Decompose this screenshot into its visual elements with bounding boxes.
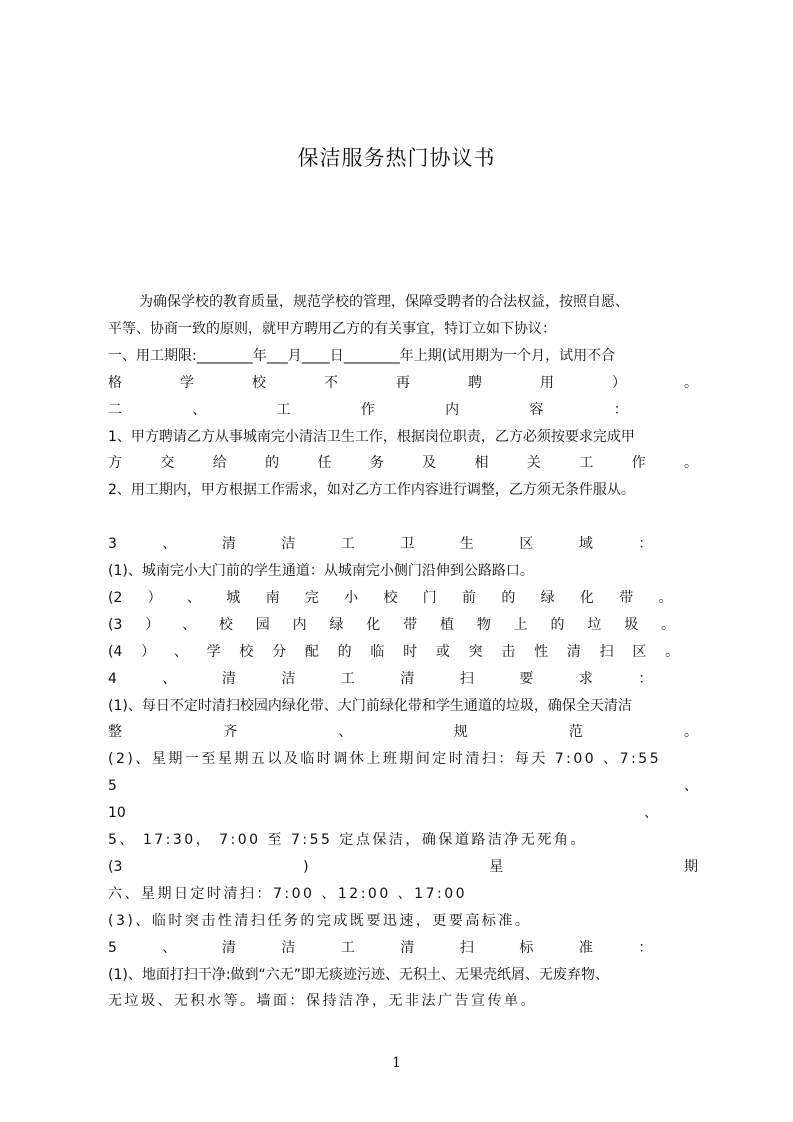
- line-token: ：: [638, 670, 653, 687]
- line-token: 门: [422, 589, 437, 606]
- line-token: 南: [265, 589, 280, 606]
- line-text: (1)、地面打扫干净:做到“六无”即无痰迹污迹、无积土、无果壳纸屑、无废弃物、: [108, 966, 610, 983]
- line-token: 作: [360, 401, 375, 418]
- text-line: [108, 317, 698, 341]
- line-text: 六、星期日定时清扫：7:00 、12:00 、17:00: [108, 885, 468, 902]
- line-token: 、: [192, 401, 207, 418]
- line-token: 方: [108, 455, 122, 472]
- line-token: 小: [344, 589, 359, 606]
- line-token: 4: [108, 670, 117, 687]
- line-token: ）: [145, 616, 160, 633]
- line-token: 扫: [459, 670, 474, 687]
- line-token: 清: [400, 939, 415, 956]
- page-number: 1: [392, 1055, 401, 1071]
- line-token: 圾: [624, 616, 639, 633]
- text-line: [108, 505, 698, 529]
- line-token: 要: [519, 670, 534, 687]
- text-line: [108, 478, 698, 502]
- line-token: (3: [108, 616, 123, 633]
- line-token: 聘: [468, 374, 482, 391]
- line-token: 。: [661, 616, 676, 633]
- line-token: ): [303, 858, 309, 875]
- text-line: [108, 532, 698, 556]
- line-token: 容: [529, 401, 544, 418]
- line-token: 带: [403, 616, 418, 633]
- line-token: 、: [186, 589, 201, 606]
- line-token: 相: [474, 455, 489, 472]
- line-text: (2)、星期一至星期五以及临时调休上班期间定时清扫：每天 7:00 、7:55: [108, 751, 662, 768]
- line-token: 、: [162, 670, 177, 687]
- line-token: 卫: [400, 536, 415, 553]
- line-token: 、: [162, 536, 177, 553]
- line-token: 格: [108, 374, 122, 391]
- line-token: 、: [644, 805, 658, 822]
- text-line: [108, 398, 698, 422]
- line-token: 校: [218, 616, 233, 633]
- line-token: 5: [108, 939, 117, 956]
- line-token: 务: [369, 455, 384, 472]
- line-token: 时: [403, 643, 418, 660]
- line-token: 的: [501, 589, 516, 606]
- line-text: 一、用工期限:________年___月____日________年上期(试用期为一个月，试用不合: [108, 347, 616, 364]
- text-line: [108, 586, 698, 610]
- text-line: [108, 963, 698, 987]
- line-token: (2: [108, 589, 123, 606]
- text-line: [108, 720, 698, 744]
- line-token: 清: [221, 670, 236, 687]
- line-token: 校: [252, 374, 266, 391]
- line-text: 平等、协商一致的原则，就甲方聘用乙方的有关事宜，特订立如下协议：: [108, 320, 556, 337]
- line-token: 临: [370, 643, 385, 660]
- line-token: 、: [684, 778, 698, 795]
- line-token: 分: [272, 643, 287, 660]
- line-token: 关: [526, 455, 541, 472]
- line-token: ）: [612, 374, 626, 391]
- line-token: 工: [340, 939, 355, 956]
- line-text: (1)、城南完小大门前的学生通道：从城南完小侧门沿伸到公路路口。: [108, 563, 534, 579]
- line-token: 及: [422, 455, 437, 472]
- line-token: 。: [665, 643, 680, 660]
- line-token: 清: [221, 536, 236, 553]
- line-token: 内: [445, 401, 460, 418]
- text-line: [108, 425, 698, 449]
- text-line: [108, 936, 698, 960]
- line-token: 洁: [281, 939, 296, 956]
- line-token: 的: [337, 643, 352, 660]
- line-token: 域: [578, 536, 593, 553]
- line-token: 击: [501, 643, 516, 660]
- line-token: 性: [534, 643, 549, 660]
- line-token: 区: [632, 643, 647, 660]
- line-token: ：: [638, 536, 653, 553]
- line-token: 工: [276, 401, 291, 418]
- text-line: [108, 828, 698, 852]
- line-token: ：: [638, 939, 653, 956]
- line-token: 范: [568, 724, 583, 741]
- line-token: 作: [631, 455, 646, 472]
- line-token: 的: [265, 455, 280, 472]
- line-text: 5、 17:30， 7:00 至 7:55 定点保洁，确保道路洁净无死角。: [108, 832, 587, 848]
- text-line: [108, 855, 698, 879]
- text-line: [108, 909, 698, 933]
- line-text: 为确保学校的教育质量，规范学校的管理，保障受聘者的合法权益，按照自愿、: [139, 294, 629, 310]
- line-text: 2、用工期内，甲方根据工作需求，如对乙方工作内容进行调整，乙方须无条件服从。: [108, 482, 635, 499]
- line-text: (3)、临时突击性清扫任务的完成既要迅速，更要高标准。: [108, 912, 532, 929]
- text-line: [108, 613, 698, 637]
- line-token: 不: [324, 374, 338, 391]
- line-token: 准: [578, 939, 593, 956]
- text-line: [108, 451, 698, 475]
- line-token: 给: [212, 455, 227, 472]
- line-token: 城: [226, 589, 241, 606]
- text-line: [108, 559, 698, 583]
- line-token: 的: [550, 616, 565, 633]
- line-token: 区: [519, 536, 534, 553]
- line-token: 工: [340, 536, 355, 553]
- line-token: 。: [658, 589, 673, 606]
- line-token: 。: [684, 374, 698, 391]
- line-token: 扫: [599, 643, 614, 660]
- line-token: 规: [453, 724, 468, 741]
- text-line: [108, 801, 658, 825]
- text-line: [108, 371, 698, 395]
- line-token: 绿: [540, 589, 555, 606]
- line-token: 园: [255, 616, 270, 633]
- line-token: 工: [579, 455, 594, 472]
- line-token: 内: [292, 616, 307, 633]
- line-token: 配: [304, 643, 319, 660]
- line-token: 。: [683, 455, 698, 472]
- line-text: 无垃圾、无积水等。墙面：保持洁净，无非法广告宣传单。: [108, 993, 537, 1010]
- line-token: 任: [317, 455, 332, 472]
- line-token: 再: [396, 374, 410, 391]
- text-line: [108, 640, 698, 664]
- text-line: [108, 882, 698, 906]
- line-token: 5: [108, 778, 117, 795]
- line-token: 标: [519, 939, 534, 956]
- line-token: 清: [400, 670, 415, 687]
- line-token: 10: [108, 805, 126, 822]
- line-token: 突: [468, 643, 483, 660]
- line-token: 上: [513, 616, 528, 633]
- line-token: 清: [566, 643, 581, 660]
- line-text: (1)、每日不定时清扫校园内绿化带、大门前绿化带和学生通道的垃圾，确保全天清洁: [108, 697, 632, 714]
- line-token: 扫: [459, 939, 474, 956]
- line-token: 、: [162, 939, 177, 956]
- line-token: 前: [462, 589, 477, 606]
- text-line: [108, 989, 698, 1013]
- line-token: ：: [613, 401, 628, 418]
- line-token: 或: [435, 643, 450, 660]
- line-token: 星: [489, 858, 504, 875]
- line-token: 求: [578, 670, 593, 687]
- line-token: 洁: [281, 670, 296, 687]
- line-token: 、: [173, 643, 188, 660]
- document-title: 保洁服务热门协议书: [297, 146, 496, 170]
- line-token: 学: [206, 643, 221, 660]
- line-token: 化: [366, 616, 381, 633]
- line-text: 1、甲方聘请乙方从事城南完小清洁卫生工作，根据岗位职责，乙方必须按要求完成甲: [108, 428, 635, 445]
- line-token: 、: [182, 616, 197, 633]
- line-token: 垃: [587, 616, 602, 633]
- line-token: ）: [141, 643, 156, 660]
- line-token: 洁: [281, 536, 296, 553]
- text-line: [108, 290, 698, 314]
- line-token: ）: [147, 589, 162, 606]
- line-token: 整: [108, 724, 122, 741]
- line-token: 二: [108, 401, 122, 418]
- line-token: 。: [683, 724, 698, 741]
- line-token: 带: [619, 589, 634, 606]
- line-token: 完: [304, 589, 319, 606]
- line-token: 、: [338, 724, 353, 741]
- text-line: [108, 747, 698, 771]
- line-token: 3: [108, 536, 117, 553]
- line-token: 期: [684, 858, 698, 875]
- line-token: 校: [239, 643, 254, 660]
- line-token: 生: [459, 536, 474, 553]
- text-line: [108, 667, 698, 691]
- line-token: (4: [108, 643, 123, 660]
- line-token: 齐: [223, 724, 238, 741]
- text-line: [108, 694, 698, 718]
- line-token: 清: [221, 939, 236, 956]
- line-token: (3: [108, 858, 123, 875]
- text-line: [108, 344, 698, 368]
- line-token: 植: [439, 616, 454, 633]
- line-token: 物: [476, 616, 491, 633]
- line-token: 学: [180, 374, 194, 391]
- line-token: 交: [160, 455, 175, 472]
- text-line: [108, 774, 698, 798]
- line-token: 绿: [329, 616, 344, 633]
- line-token: 工: [340, 670, 355, 687]
- line-token: 化: [579, 589, 594, 606]
- line-token: 校: [383, 589, 398, 606]
- line-token: 用: [540, 374, 554, 391]
